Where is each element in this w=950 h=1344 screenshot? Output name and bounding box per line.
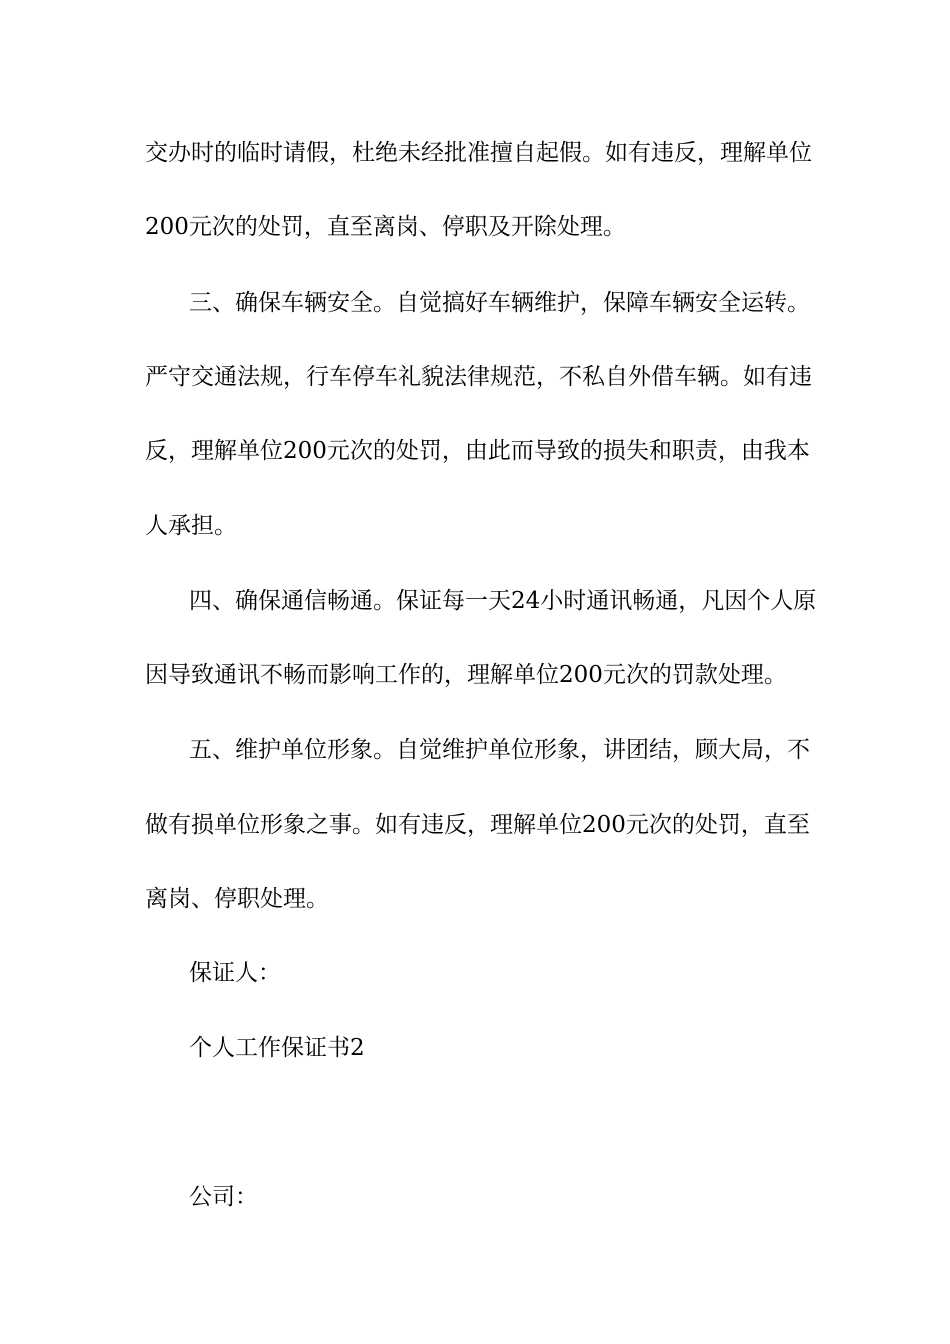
section-five-line: 五、维护单位形象。自觉维护单位形象，讲团结，顾大局，不 (189, 737, 810, 763)
paragraph-line: 做有损单位形象之事。如有违反，理解单位200元次的处罚，直至 (145, 812, 810, 838)
paragraph-line: 人承担。 (145, 513, 237, 539)
paragraph-line: 离岗、停职处理。 (145, 886, 329, 912)
section-title: 个人工作保证书2 (189, 1035, 365, 1061)
paragraph-line: 严守交通法规，行车停车礼貌法律规范，不私自外借车辆。如有违 (145, 364, 812, 390)
paragraph-line: 交办时的临时请假，杜绝未经批准擅自起假。如有违反，理解单位 (145, 140, 812, 166)
paragraph-line: 200元次的处罚，直至离岗、停职及开除处理。 (145, 214, 626, 240)
paragraph-line: 因导致通讯不畅而影响工作的，理解单位200元次的罚款处理。 (145, 662, 787, 688)
section-four-line: 四、确保通信畅通。保证每一天24小时通讯畅通，凡因个人原 (189, 588, 817, 614)
guarantor-label: 保证人： (189, 960, 281, 986)
section-three-line: 三、确保车辆安全。自觉搞好车辆维护，保障车辆安全运转。 (189, 290, 810, 316)
paragraph-line: 反，理解单位200元次的处罚，由此而导致的损失和职责，由我本 (145, 438, 810, 464)
company-label: 公司： (189, 1184, 258, 1210)
